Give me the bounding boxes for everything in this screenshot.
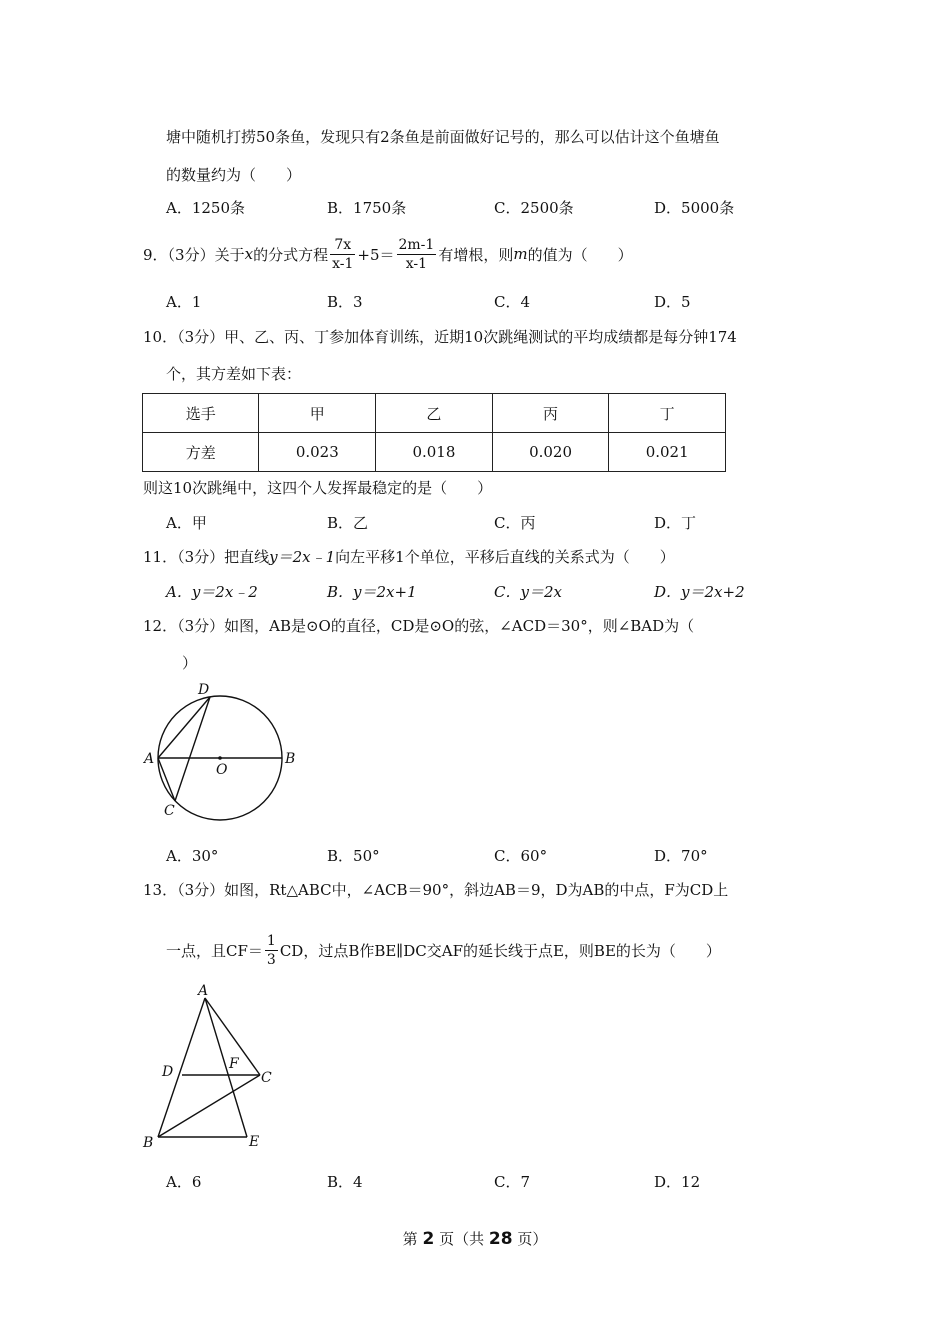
q13-line2-prefix: 一点，且CF＝ (166, 941, 263, 960)
q9-mid: 的分式方程 (253, 245, 329, 264)
figure-label: B (285, 751, 296, 767)
figure-label: F (229, 1056, 239, 1072)
q8-option-b: B．1750条 (327, 199, 407, 217)
q9-fraction-2 (397, 236, 437, 273)
q10-line1: 10．（3分）甲、乙、丙、丁参加体育训练，近期10次跳绳测试的平均成绩都是每分钟174 (143, 328, 737, 346)
table-header-cell: 丙 (492, 394, 609, 433)
q10-option-d: D．丁 (654, 514, 697, 532)
figure-label: D (162, 1064, 174, 1080)
q9-frac2-num: 2m-1 (398, 236, 435, 253)
q8-option-a: A．1250条 (166, 199, 246, 217)
q11-prefix: 11．（3分）把直线 (143, 548, 270, 566)
q13-frac-den: 3 (266, 951, 276, 968)
q11-stem (143, 546, 675, 567)
q12-line1: 12．（3分）如图，AB是⊙O的直径，CD是⊙O的弦，∠ACD＝30°，则∠BAD为（ (143, 617, 695, 635)
q11-option-d: D．y＝2x+2 (654, 583, 745, 601)
q11-option-c: C．y＝2x (494, 583, 562, 601)
table-cell: 0.020 (492, 433, 609, 472)
table-row (143, 433, 726, 472)
q8-line1: 塘中随机打捞50条鱼，发现只有2条鱼是前面做好记号的，那么可以估计这个鱼塘鱼 (166, 128, 720, 146)
q13-line2 (166, 928, 721, 972)
footer-mid: 页（共 (439, 1230, 485, 1248)
q9-frac1-den: x-1 (332, 255, 354, 272)
table-cell: 0.018 (376, 433, 493, 472)
q9-frac1-num: 7x (330, 236, 355, 255)
q13-option-d: D．12 (654, 1173, 701, 1191)
chord-ac (158, 758, 175, 801)
q9-after: 有增根，则 (438, 245, 514, 264)
footer-pre: 第 (402, 1230, 418, 1248)
q12-option-a: A．30° (166, 847, 219, 865)
table-header-cell: 丁 (609, 394, 726, 433)
q13-line2-suffix: CD，过点B作BE∥DC交AF的延长线于点E，则BE的长为（ ） (279, 941, 721, 960)
table-cell: 方差 (143, 433, 259, 472)
q9-fraction-1 (330, 236, 355, 273)
footer-page-number: 2 (422, 1229, 435, 1249)
triangle-figure (138, 982, 288, 1152)
q11-option-b: B．y＝2x+1 (327, 583, 417, 601)
q10-option-a: A．甲 (166, 514, 207, 532)
q10-option-c: C．丙 (494, 514, 536, 532)
table-header-cell: 乙 (376, 394, 493, 433)
q13-option-c: C．7 (494, 1173, 531, 1191)
q9-stem (143, 232, 633, 276)
figure-label: A (198, 983, 209, 999)
q13-option-a: A．6 (166, 1173, 202, 1191)
figure-label: C (164, 803, 175, 819)
table-header-cell: 选手 (143, 394, 259, 433)
figure-label: D (198, 682, 210, 698)
q11-equation: y＝2x﹣1 (269, 548, 336, 566)
q12-option-b: B．50° (327, 847, 380, 865)
center-point (218, 756, 222, 760)
footer-total-pages: 28 (488, 1229, 513, 1249)
q12-line2: ） (182, 654, 198, 672)
q9-option-b: B．3 (327, 293, 363, 311)
figure-label: C (261, 1070, 272, 1086)
figure-label: O (216, 762, 228, 778)
segment-ae (205, 998, 247, 1137)
page-footer (0, 1228, 950, 1249)
q11-suffix: 向左平移1个单位，平移后直线的关系式为（ ） (335, 548, 675, 566)
variance-table (142, 393, 726, 472)
q13-fraction (265, 932, 278, 969)
table-cell: 0.023 (259, 433, 376, 472)
footer-post: 页） (517, 1230, 548, 1248)
q11-option-a: A．y＝2x﹣2 (166, 583, 258, 601)
q12-option-c: C．60° (494, 847, 548, 865)
q9-option-a: A．1 (166, 293, 202, 311)
q13-frac-num: 1 (266, 932, 276, 949)
q13-line1: 13．（3分）如图，Rt△ABC中，∠ACB＝90°，斜边AB＝9，D为AB的中点，F为CD上 (143, 881, 729, 899)
table-cell: 0.021 (609, 433, 726, 472)
figure-label: E (249, 1134, 260, 1150)
q9-var-x: x (244, 245, 254, 263)
q10-line3: 则这10次跳绳中，这四个人发挥最稳定的是（ ） (143, 479, 493, 497)
q10-line2: 个，其方差如下表： (166, 365, 302, 383)
q12-option-d: D．70° (654, 847, 708, 865)
q9-option-d: D．5 (654, 293, 691, 311)
q9-plus: +5＝ (357, 245, 395, 264)
figure-label: A (144, 751, 155, 767)
q9-prefix: 9．（3分）关于 (143, 245, 245, 264)
q9-option-c: C．4 (494, 293, 531, 311)
q9-var-m: m (513, 245, 528, 263)
circle-figure (140, 678, 310, 823)
chord-cd (175, 697, 210, 801)
q10-option-b: B．乙 (327, 514, 369, 532)
figure-label: B (143, 1135, 154, 1151)
q8-line2: 的数量约为（ ） (166, 166, 302, 184)
table-row (143, 394, 726, 433)
q13-option-b: B．4 (327, 1173, 363, 1191)
q8-option-d: D．5000条 (654, 199, 735, 217)
table-header-cell: 甲 (259, 394, 376, 433)
q9-frac2-den: x-1 (405, 255, 428, 272)
q9-suffix: 的值为（ ） (527, 245, 633, 264)
q8-option-c: C．2500条 (494, 199, 574, 217)
